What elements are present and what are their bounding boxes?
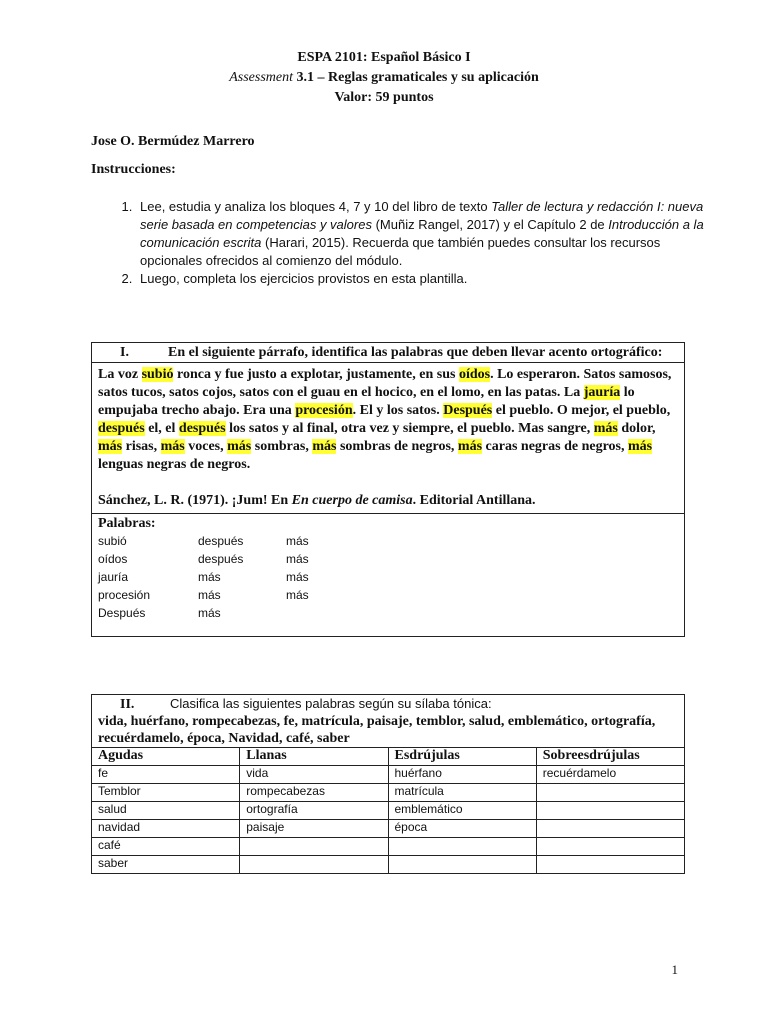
section-2-prompt: Clasifica las siguientes palabras según su sílaba tónica: xyxy=(170,696,492,711)
table-cell: vida xyxy=(240,766,388,784)
table-cell: matrícula xyxy=(388,784,536,802)
highlighted-word: subió xyxy=(141,367,174,382)
column-header: Esdrújulas xyxy=(388,748,536,766)
answer-words xyxy=(98,532,678,622)
book-title: Introducción a la comunicación escrita xyxy=(140,217,704,250)
section-1-answer-cell xyxy=(92,514,685,637)
book-title: Taller de lectura y redacción I: nueva serie basada en competencias y valores xyxy=(140,199,704,232)
instruction-item-2: 2. Luego, completa los ejercicios provistos en esta plantilla. xyxy=(136,270,716,288)
table-row xyxy=(92,820,685,838)
assessment-title xyxy=(0,68,768,88)
table-cell: emblemático xyxy=(388,802,536,820)
table-cell: salud xyxy=(92,802,240,820)
table-cell xyxy=(240,838,388,856)
assessment-italic: Assessment xyxy=(229,70,293,85)
highlighted-word: oídos xyxy=(458,367,491,382)
table-cell: paisaje xyxy=(240,820,388,838)
classification-body xyxy=(92,766,685,874)
highlighted-word: más xyxy=(227,439,252,454)
table-cell xyxy=(388,856,536,874)
paragraph-text: La voz xyxy=(98,367,142,382)
table-cell: navidad xyxy=(92,820,240,838)
highlighted-word: después xyxy=(98,421,145,436)
highlighted-word: más xyxy=(628,439,653,454)
section-1-paragraph-cell xyxy=(92,363,685,514)
page-number: 1 xyxy=(671,962,678,977)
answer-word: más xyxy=(286,534,309,548)
citation-text: . Editorial Antillana. xyxy=(412,493,536,508)
answer-word: más xyxy=(286,552,309,566)
answer-word: más xyxy=(286,588,309,602)
answer-word: subió xyxy=(98,534,127,548)
section-2-header xyxy=(92,695,685,748)
highlighted-word: más xyxy=(160,439,185,454)
table-row xyxy=(92,856,685,874)
answer-word: más xyxy=(198,570,221,584)
column-header: Agudas xyxy=(92,748,240,766)
answer-word: después xyxy=(198,552,244,566)
paragraph-text: los satos y al final, otra vez y siempre, el pueblo. Mas sangre, xyxy=(225,421,594,436)
table-row xyxy=(92,766,685,784)
table-cell xyxy=(536,856,684,874)
table-cell: rompecabezas xyxy=(240,784,388,802)
table-cell xyxy=(388,838,536,856)
section-1-numeral: I. xyxy=(120,345,129,360)
column-header: Llanas xyxy=(240,748,388,766)
paragraph-text: risas, xyxy=(122,439,161,454)
instructions-title: Instrucciones: xyxy=(91,162,176,177)
author-name: Jose O. Bermúdez Marrero xyxy=(91,134,255,149)
answer-word: jauría xyxy=(98,570,129,584)
document-header xyxy=(0,48,768,108)
answer-word xyxy=(286,604,366,622)
value-line: Valor: 59 puntos xyxy=(334,90,434,105)
answer-word: más xyxy=(286,570,309,584)
section-1-prompt: En el siguiente párrafo, identifica las palabras que deben llevar acento ortográfico: xyxy=(168,345,663,360)
paragraph-text: el pueblo. O mejor, el pueblo, xyxy=(492,403,671,418)
table-cell xyxy=(536,802,684,820)
words-row xyxy=(98,568,678,586)
table-cell xyxy=(536,784,684,802)
paragraph-text: sombras de negros, xyxy=(336,439,458,454)
table-cell xyxy=(536,820,684,838)
table-cell: café xyxy=(92,838,240,856)
section-2-words-list: vida, huérfano, rompecabezas, fe, matrícula, paisaje, temblor, salud, emblemático, ortografía, recuérdamelo, época, Navidad, café, saber xyxy=(98,714,656,746)
highlighted-word: más xyxy=(98,439,123,454)
citation-book: En cuerpo de camisa xyxy=(291,493,413,508)
section-1-header xyxy=(92,343,685,363)
citation xyxy=(98,492,678,510)
table-cell: ortografía xyxy=(240,802,388,820)
highlighted-word: más xyxy=(593,421,618,436)
answer-word: Después xyxy=(98,606,146,620)
answer-word: oídos xyxy=(98,552,128,566)
answer-word: después xyxy=(198,534,244,548)
paragraph-text: caras negras de negros, xyxy=(482,439,628,454)
classification-header-row xyxy=(92,748,685,766)
column-header: Sobreesdrújulas xyxy=(536,748,684,766)
words-row xyxy=(98,550,678,568)
table-cell: Temblor xyxy=(92,784,240,802)
highlighted-word: Después xyxy=(443,403,493,418)
highlighted-word: más xyxy=(457,439,483,454)
instruction-text: Lee, estudia y analiza los bloques 4, 7 y 10 del libro de texto xyxy=(140,199,492,214)
table-cell: época xyxy=(388,820,536,838)
paragraph-text: lenguas negras de negros. xyxy=(98,457,251,472)
paragraph-text: voces, xyxy=(184,439,228,454)
instruction-text: (Muñiz Rangel, 2017) y el Capítulo 2 de xyxy=(371,217,609,232)
table-cell: saber xyxy=(92,856,240,874)
course-title: ESPA 2101: Español Básico I xyxy=(297,50,471,65)
section-1-table xyxy=(91,342,685,637)
answer-word: procesión xyxy=(98,588,151,602)
table-cell: huérfano xyxy=(388,766,536,784)
paragraph-text: . Lo esperaron. Satos samosos, satos tucos, satos cojos, satos con el guau en el hocico, en el lomo, en las patas. La xyxy=(98,367,672,400)
paragraph-text: . El y los satos. xyxy=(352,403,444,418)
citation-text: Sánchez, L. R. (1971). ¡Jum! En xyxy=(98,493,292,508)
paragraph-text: lo empujaba trecho abajo. Era una xyxy=(98,385,635,418)
words-row xyxy=(98,604,678,622)
answer-word: más xyxy=(198,606,221,620)
section-2-numeral: II. xyxy=(120,697,135,712)
section-2-table xyxy=(91,694,685,874)
table-cell: fe xyxy=(92,766,240,784)
table-row xyxy=(92,784,685,802)
words-row xyxy=(98,532,678,550)
paragraph-text: el, el xyxy=(144,421,179,436)
paragraph-text: sombras, xyxy=(251,439,313,454)
table-cell xyxy=(240,856,388,874)
table-cell xyxy=(536,838,684,856)
assessment-rest: 3.1 – Reglas gramaticales y su aplicación xyxy=(293,70,539,85)
answer-word: más xyxy=(198,588,221,602)
words-label: Palabras: xyxy=(98,516,156,531)
table-cell: recuérdamelo xyxy=(536,766,684,784)
highlighted-word: jauría xyxy=(583,385,621,400)
highlighted-word: más xyxy=(312,439,337,454)
instruction-item-1 xyxy=(136,198,716,270)
table-row xyxy=(92,838,685,856)
highlighted-paragraph xyxy=(98,366,678,474)
words-row xyxy=(98,586,678,604)
paragraph-text: ronca y fue justo a explotar, justamente, en sus xyxy=(173,367,459,382)
highlighted-word: procesión xyxy=(295,403,353,418)
instruction-text: (Harari, 2015). Recuerda que también puedes consultar los recursos opcionales ofrecidos al comienzo del módulo. xyxy=(140,235,661,268)
table-row xyxy=(92,802,685,820)
instructions-list xyxy=(110,198,716,288)
paragraph-text: dolor, xyxy=(617,421,656,436)
highlighted-word: después xyxy=(178,421,226,436)
